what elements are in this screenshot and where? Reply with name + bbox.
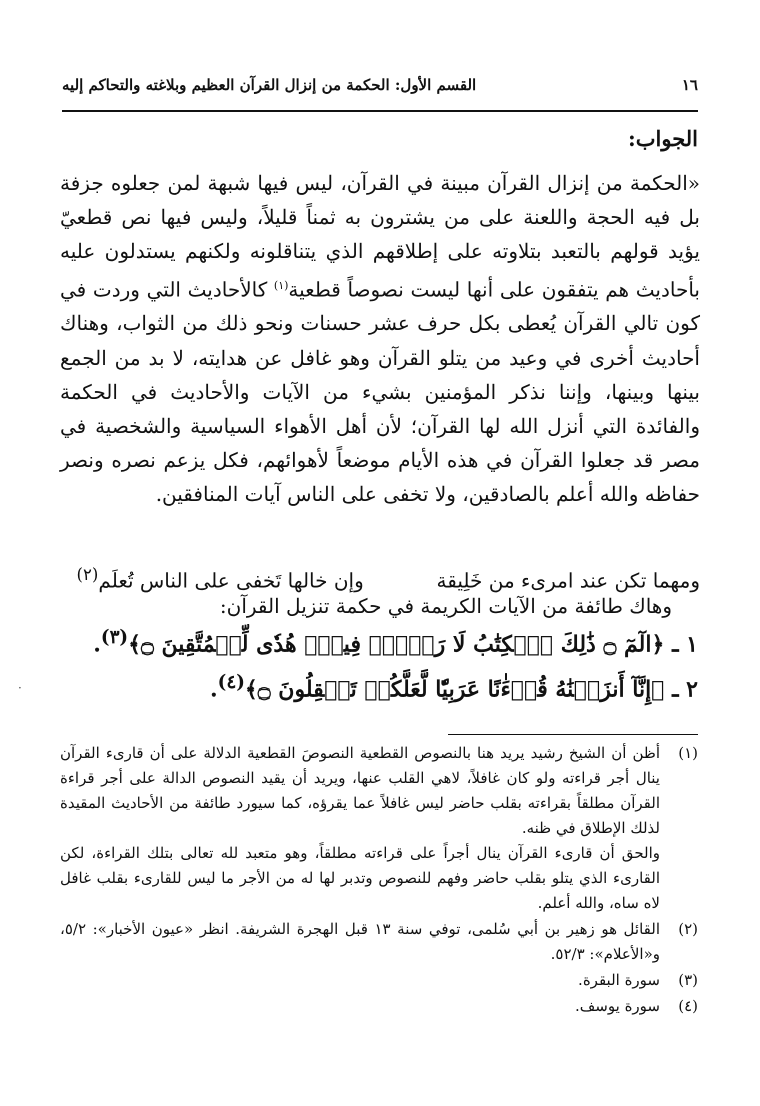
footnote-ref-2: (٢)	[76, 565, 99, 584]
ayat-intro: وهاك طائفة من الآيات الكريمة في حكمة تنزيل القرآن:	[219, 594, 672, 618]
footnote-3	[60, 968, 698, 993]
footnote-paragraph: القائل هو زهير بن أبي سُلمى، توفي سنة ١٣ قبل الهجرة الشريفة. انظر «عيون الأخبار»: ٥/٢، و«الأعلام»: ٥٢/٣.	[60, 920, 660, 963]
main-text	[60, 166, 700, 512]
footnote-paragraph: سورة يوسف.	[575, 997, 660, 1015]
footnote-text	[60, 741, 660, 916]
footnote-2	[60, 917, 698, 967]
ayah-text: ﴿الٓمٓ ۝ ذَٰلِكَ ٱلۡكِتَٰبُ لَا رَيۡبَۛ فِيهِۛ هُدٗى لِّلۡمُتَّقِينَ ۝﴾	[128, 631, 665, 658]
header-rule	[62, 110, 698, 112]
footnote-paragraph: والحق أن قارىء القرآن ينال أجراً على قراءته مطلقاً، وهو متعبد لله تعالى بتلك القراءة، لكن القارىء الذي يتلو بقلب حاضر وفهم للنصوص وتدبر لها له من الأجر ما ليس للقارىء بقلب غافل لاه ساه، والله أعلم.	[60, 844, 660, 912]
ayah-number: ١ ـ	[672, 631, 698, 658]
footnotes	[60, 740, 698, 1019]
verse-hemistich-left: وإن خالها تَخفى على الناس تُعلَم	[98, 568, 364, 593]
footnote-rule	[448, 734, 698, 735]
footnote-4	[60, 994, 698, 1019]
footnote-text	[60, 994, 660, 1019]
footnote-paragraph: سورة البقرة.	[578, 971, 660, 989]
footnote-number: (١)	[678, 744, 698, 762]
answer-heading: الجواب:	[628, 126, 698, 151]
ayah-number: ٢ ـ	[672, 676, 698, 703]
poetry-verse	[60, 559, 700, 597]
footnote-ref-3: (٣)	[100, 627, 129, 648]
footnote-number: (٤)	[678, 997, 698, 1015]
body-paragraph	[60, 166, 700, 512]
page-number: ١٦	[681, 76, 698, 94]
footnote-paragraph: أظن أن الشيخ رشيد يريد هنا بالنصوص القطعية النصوصَ القطعية الدلالة على أن قارىء القرآن ينال أجر قراءته ولو كان غافلاً، لاهي القلب عنها، ويريد أن يقيد النصوص الدالة على أجر قراءة القرآن مطلقاً بقراءته بقلب حاضر ليس غافلاً عما يقرؤه، كما سيورد طائفة من الأحاديث المقيدة لذلك الإطلاق في ظنه.	[60, 744, 660, 837]
footnote-ref-1: (١)	[273, 278, 289, 292]
body-paragraph-text: «الحكمة من إنزال القرآن مبينة في القرآن، ليس فيها شبهة لمن جعلوه جزفة بل فيه الحجة واللعنة على من يشترون به ثمناً قليلاً، وليس فيها نص قطعيّ يؤيد قولهم بالتعبد بتلاوته على إطلاقهم الذي يتناقلونه ولكنهم يستدلون عليه بأحاديث هم يتفقون على أنها ليست نصوصاً قطعية	[60, 171, 700, 302]
running-title: القسم الأول: الحكمة من إنزال القرآن العظيم وبلاغته والتحاكم إليه	[62, 76, 477, 94]
footnote-text	[60, 968, 660, 993]
margin-mark: ·	[18, 681, 22, 695]
ayah-text: ﴿إِنَّآ أَنزَلۡنَٰهُ قُرۡءَٰنًا عَرَبِيّٗا لَّعَلَّكُمۡ تَعۡقِلُونَ ۝﴾	[244, 676, 665, 703]
footnote-text	[60, 917, 660, 967]
ayah-1: ١ ـ ﴿الٓمٓ ۝ ذَٰلِكَ ٱلۡكِتَٰبُ لَا رَيۡبَۛ فِيهِۛ هُدٗى لِّلۡمُتَّقِينَ ۝﴾$^{(٣)}$.	[93, 627, 698, 658]
footnote-1	[60, 741, 698, 916]
page-header	[62, 68, 698, 102]
ayah-2: ٢ ـ ﴿إِنَّآ أَنزَلۡنَٰهُ قُرۡءَٰنًا عَرَبِيّٗا لَّعَلَّكُمۡ تَعۡقِلُونَ ۝﴾$^{(٤)}$.	[209, 672, 698, 703]
body-paragraph-text-2: كالأحاديث التي وردت في كون تالي القرآن يُعطى بكل حرف عشر حسنات ونحو ذلك من الثواب، وهناك أحاديث أخرى في وعيد من يتلو القرآن وهو غافل عن هدايته، لا بد من الجمع بينها وبينها، وإننا نذكر المؤمنين بشيء من الآيات والأحاديث في الحكمة والفائدة التي أنزل الله لها القرآن؛ لأن أهل الأهواء السياسية والشخصية في مصر قد جعلوا القرآن في هذه الأيام موضعاً لأهوائهم، فكل يزعم نصره ونصر حفاظه والله أعلم بالصادقين، ولا تخفى على الناس آيات المنافقين.	[60, 277, 700, 507]
footnote-ref-4: (٤)	[217, 672, 245, 693]
footnote-number: (٢)	[678, 920, 698, 938]
footnote-number: (٣)	[678, 971, 698, 989]
verse-hemistich-right: ومهما تكن عند امرىء من خَلِيقة	[436, 568, 700, 593]
